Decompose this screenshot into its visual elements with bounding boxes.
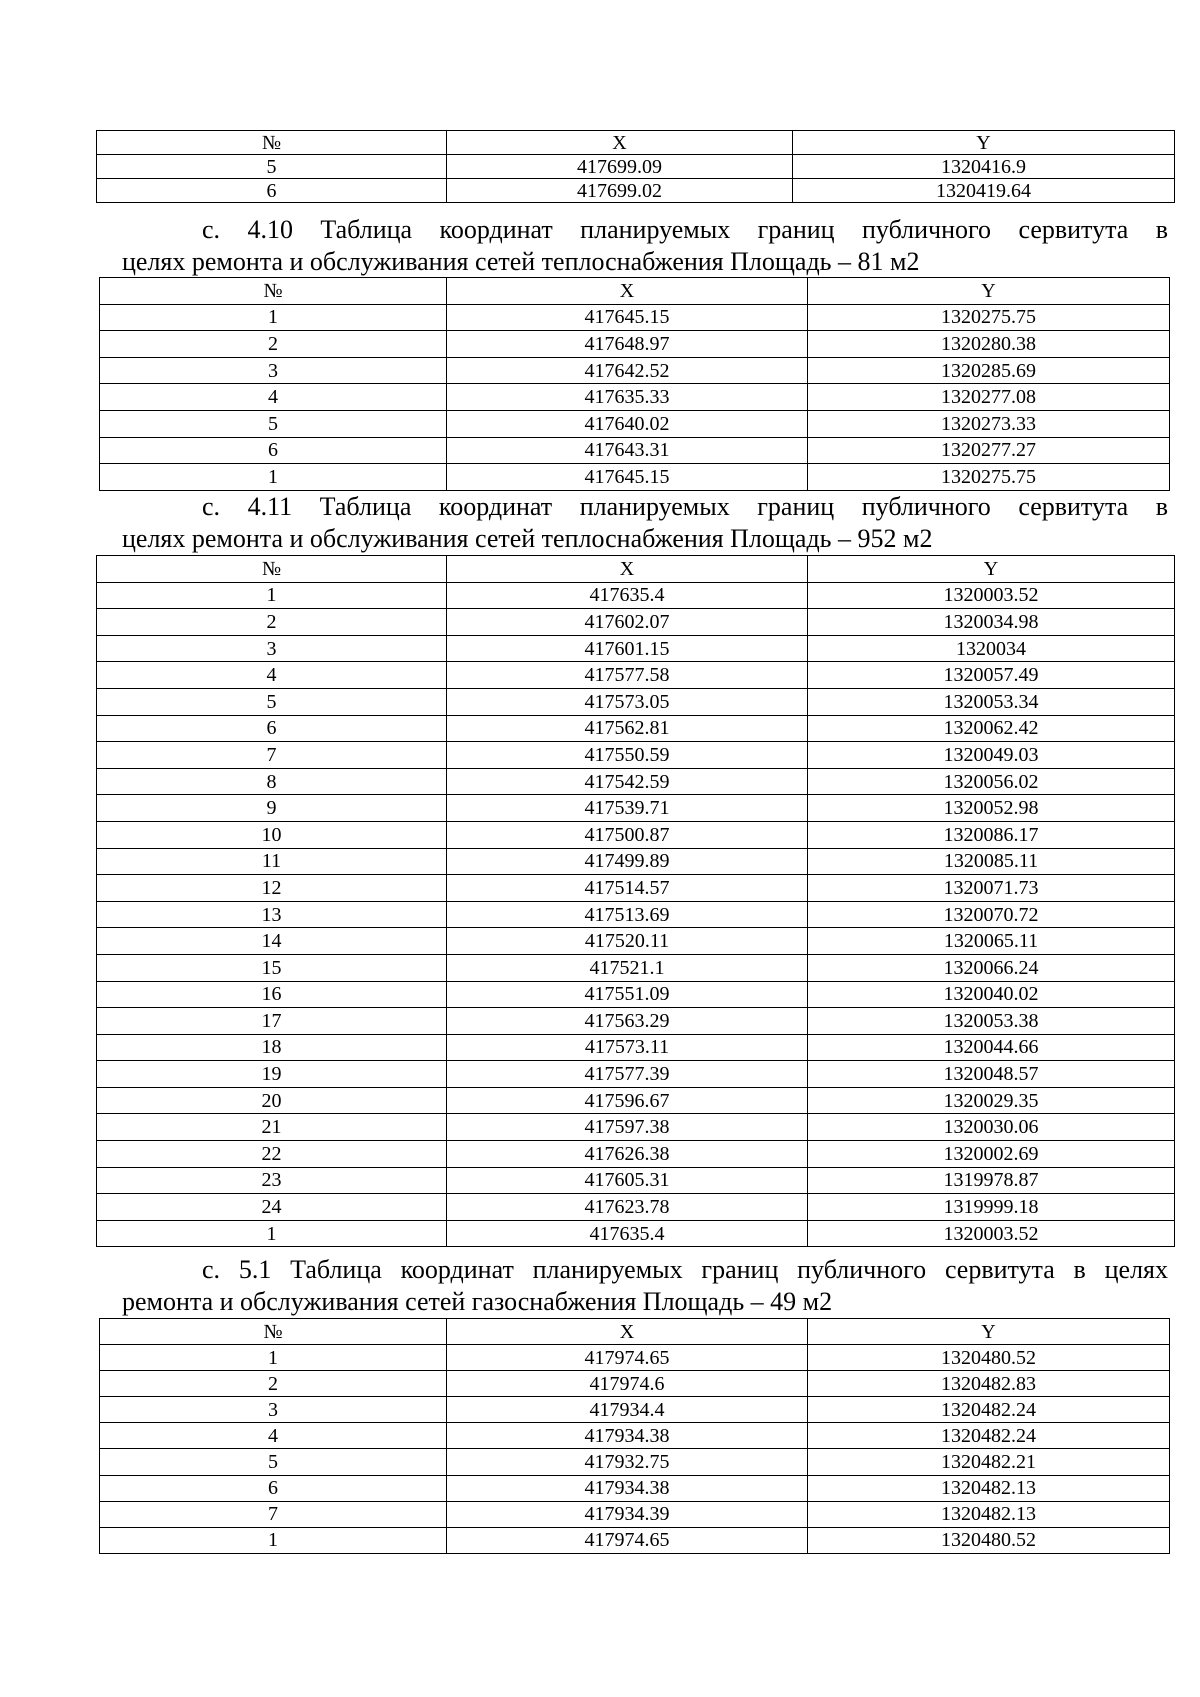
header-x: X bbox=[447, 278, 808, 305]
cell-y-coordinate: 1320065.11 bbox=[808, 928, 1175, 955]
table-row bbox=[97, 1114, 1175, 1141]
cell-y-coordinate: 1320482.13 bbox=[808, 1501, 1170, 1527]
table-row bbox=[97, 875, 1175, 902]
table-row bbox=[97, 1141, 1175, 1168]
cell-y-coordinate: 1320085.11 bbox=[808, 848, 1175, 875]
table-row bbox=[100, 331, 1170, 358]
table-row bbox=[100, 437, 1170, 464]
table-header-row bbox=[100, 1319, 1170, 1345]
cell-x-coordinate: 417577.58 bbox=[447, 662, 808, 689]
cell-x-coordinate: 417645.15 bbox=[447, 304, 808, 331]
cell-point-number: 24 bbox=[97, 1194, 447, 1221]
table-row bbox=[100, 357, 1170, 384]
cell-y-coordinate: 1320482.13 bbox=[808, 1475, 1170, 1501]
cell-x-coordinate: 417974.6 bbox=[447, 1371, 808, 1397]
cell-x-coordinate: 417562.81 bbox=[447, 715, 808, 742]
cell-y-coordinate: 1320049.03 bbox=[808, 742, 1175, 769]
coordinates-table-continued bbox=[96, 130, 1175, 203]
cell-point-number: 17 bbox=[97, 1008, 447, 1035]
table-row bbox=[100, 1475, 1170, 1501]
table-row bbox=[100, 304, 1170, 331]
table-row bbox=[97, 609, 1175, 636]
coordinates-table-4-10 bbox=[99, 277, 1170, 491]
cell-point-number: 16 bbox=[97, 981, 447, 1008]
cell-y-coordinate: 1320071.73 bbox=[808, 875, 1175, 902]
cell-point-number: 5 bbox=[97, 688, 447, 715]
cell-point-number: 1 bbox=[97, 582, 447, 609]
cell-x-coordinate: 417635.4 bbox=[447, 1220, 808, 1247]
caption-line-1: с. 4.11 Таблица координат планируемых границ публичного сервитута в bbox=[202, 492, 1168, 521]
cell-y-coordinate: 1320482.21 bbox=[808, 1449, 1170, 1475]
cell-y-coordinate: 1320277.08 bbox=[808, 384, 1170, 411]
cell-y-coordinate: 1320052.98 bbox=[808, 795, 1175, 822]
cell-y-coordinate: 1320482.24 bbox=[808, 1397, 1170, 1423]
caption-line-2: ремонта и обслуживания сетей газоснабжения Площадь – 49 м2 bbox=[122, 1287, 833, 1316]
cell-x-coordinate: 417513.69 bbox=[447, 901, 808, 928]
cell-point-number: 2 bbox=[97, 609, 447, 636]
cell-y-coordinate: 1320086.17 bbox=[808, 821, 1175, 848]
cell-point-number: 15 bbox=[97, 954, 447, 981]
cell-point-number: 5 bbox=[100, 1449, 447, 1475]
table-row bbox=[97, 715, 1175, 742]
cell-y-coordinate: 1319978.87 bbox=[808, 1167, 1175, 1194]
table-row bbox=[97, 742, 1175, 769]
table-row bbox=[100, 1449, 1170, 1475]
cell-point-number: 13 bbox=[97, 901, 447, 928]
cell-y-coordinate: 1320275.75 bbox=[808, 464, 1170, 491]
table-caption-4-10 bbox=[122, 214, 1168, 278]
cell-point-number: 22 bbox=[97, 1141, 447, 1168]
cell-y-coordinate: 1320030.06 bbox=[808, 1114, 1175, 1141]
table-row bbox=[97, 795, 1175, 822]
table-body bbox=[100, 1319, 1170, 1554]
cell-y-coordinate: 1320057.49 bbox=[808, 662, 1175, 689]
cell-x-coordinate: 417551.09 bbox=[447, 981, 808, 1008]
cell-point-number: 4 bbox=[100, 1423, 447, 1449]
cell-point-number: 19 bbox=[97, 1061, 447, 1088]
cell-y-coordinate: 1320048.57 bbox=[808, 1061, 1175, 1088]
table-row bbox=[97, 821, 1175, 848]
cell-x-coordinate: 417635.4 bbox=[447, 582, 808, 609]
cell-y-coordinate: 1320273.33 bbox=[808, 410, 1170, 437]
header-x: X bbox=[447, 556, 808, 583]
cell-x-coordinate: 417499.89 bbox=[447, 848, 808, 875]
cell-point-number: 8 bbox=[97, 768, 447, 795]
cell-x-coordinate: 417577.39 bbox=[447, 1061, 808, 1088]
table-body bbox=[97, 556, 1175, 1247]
cell-y-coordinate: 1320480.52 bbox=[808, 1345, 1170, 1371]
cell-point-number: 1 bbox=[100, 1527, 447, 1553]
table-row bbox=[100, 1527, 1170, 1553]
table-row bbox=[97, 1061, 1175, 1088]
cell-y-coordinate: 1320056.02 bbox=[808, 768, 1175, 795]
cell-y-coordinate: 1320040.02 bbox=[808, 981, 1175, 1008]
table-row bbox=[97, 954, 1175, 981]
cell-point-number: 6 bbox=[100, 437, 447, 464]
table-row bbox=[97, 1034, 1175, 1061]
cell-point-number: 3 bbox=[100, 357, 447, 384]
table-row bbox=[97, 1194, 1175, 1221]
cell-x-coordinate: 417573.11 bbox=[447, 1034, 808, 1061]
cell-y-coordinate: 1320070.72 bbox=[808, 901, 1175, 928]
caption-line-2: целях ремонта и обслуживания сетей теплоснабжения Площадь – 81 м2 bbox=[122, 247, 920, 276]
cell-point-number: 5 bbox=[97, 155, 447, 179]
cell-y-coordinate: 1320053.38 bbox=[808, 1008, 1175, 1035]
cell-point-number: 7 bbox=[100, 1501, 447, 1527]
cell-y-coordinate: 1320280.38 bbox=[808, 331, 1170, 358]
cell-x-coordinate: 417934.39 bbox=[447, 1501, 808, 1527]
coordinates-table-4-11 bbox=[96, 555, 1175, 1247]
header-x: X bbox=[447, 131, 793, 155]
cell-x-coordinate: 417539.71 bbox=[447, 795, 808, 822]
header-x: X bbox=[447, 1319, 808, 1345]
cell-y-coordinate: 1320002.69 bbox=[808, 1141, 1175, 1168]
header-num: № bbox=[100, 1319, 447, 1345]
cell-y-coordinate: 1320275.75 bbox=[808, 304, 1170, 331]
table-row bbox=[97, 635, 1175, 662]
cell-x-coordinate: 417934.38 bbox=[447, 1475, 808, 1501]
caption-line-2: целях ремонта и обслуживания сетей теплоснабжения Площадь – 952 м2 bbox=[122, 524, 933, 553]
cell-point-number: 3 bbox=[100, 1397, 447, 1423]
table-row bbox=[97, 928, 1175, 955]
cell-x-coordinate: 417521.1 bbox=[447, 954, 808, 981]
cell-point-number: 23 bbox=[97, 1167, 447, 1194]
table-row bbox=[100, 1345, 1170, 1371]
table-header-row bbox=[100, 278, 1170, 305]
cell-y-coordinate: 1320034 bbox=[808, 635, 1175, 662]
cell-x-coordinate: 417626.38 bbox=[447, 1141, 808, 1168]
cell-y-coordinate: 1320482.24 bbox=[808, 1423, 1170, 1449]
cell-point-number: 10 bbox=[97, 821, 447, 848]
cell-point-number: 6 bbox=[97, 179, 447, 203]
header-num: № bbox=[97, 131, 447, 155]
table-row bbox=[100, 464, 1170, 491]
cell-x-coordinate: 417542.59 bbox=[447, 768, 808, 795]
table-row bbox=[97, 688, 1175, 715]
cell-x-coordinate: 417563.29 bbox=[447, 1008, 808, 1035]
table-body bbox=[97, 131, 1175, 203]
table-row bbox=[97, 582, 1175, 609]
cell-y-coordinate: 1320066.24 bbox=[808, 954, 1175, 981]
cell-point-number: 5 bbox=[100, 410, 447, 437]
table-row bbox=[97, 1087, 1175, 1114]
cell-y-coordinate: 1320277.27 bbox=[808, 437, 1170, 464]
cell-x-coordinate: 417648.97 bbox=[447, 331, 808, 358]
cell-y-coordinate: 1319999.18 bbox=[808, 1194, 1175, 1221]
table-row bbox=[97, 1167, 1175, 1194]
cell-x-coordinate: 417932.75 bbox=[447, 1449, 808, 1475]
table-row bbox=[97, 848, 1175, 875]
cell-x-coordinate: 417934.4 bbox=[447, 1397, 808, 1423]
cell-point-number: 2 bbox=[100, 1371, 447, 1397]
cell-point-number: 21 bbox=[97, 1114, 447, 1141]
cell-x-coordinate: 417601.15 bbox=[447, 635, 808, 662]
cell-x-coordinate: 417974.65 bbox=[447, 1345, 808, 1371]
cell-x-coordinate: 417602.07 bbox=[447, 609, 808, 636]
cell-x-coordinate: 417642.52 bbox=[447, 357, 808, 384]
caption-line-1: с. 4.10 Таблица координат планируемых границ публичного сервитута в bbox=[202, 215, 1168, 244]
cell-point-number: 6 bbox=[97, 715, 447, 742]
cell-y-coordinate: 1320062.42 bbox=[808, 715, 1175, 742]
cell-point-number: 7 bbox=[97, 742, 447, 769]
cell-point-number: 11 bbox=[97, 848, 447, 875]
cell-x-coordinate: 417605.31 bbox=[447, 1167, 808, 1194]
table-row bbox=[97, 155, 1175, 179]
header-y: Y bbox=[808, 556, 1175, 583]
cell-x-coordinate: 417597.38 bbox=[447, 1114, 808, 1141]
table-row bbox=[97, 1220, 1175, 1247]
cell-y-coordinate: 1320034.98 bbox=[808, 609, 1175, 636]
cell-x-coordinate: 417974.65 bbox=[447, 1527, 808, 1553]
cell-y-coordinate: 1320285.69 bbox=[808, 357, 1170, 384]
cell-point-number: 1 bbox=[100, 304, 447, 331]
cell-point-number: 14 bbox=[97, 928, 447, 955]
header-y: Y bbox=[808, 1319, 1170, 1345]
cell-point-number: 1 bbox=[100, 464, 447, 491]
cell-y-coordinate: 1320480.52 bbox=[808, 1527, 1170, 1553]
header-y: Y bbox=[793, 131, 1175, 155]
table-row bbox=[100, 1501, 1170, 1527]
table-body bbox=[100, 278, 1170, 491]
table-row bbox=[97, 1008, 1175, 1035]
table-row bbox=[97, 179, 1175, 203]
header-num: № bbox=[97, 556, 447, 583]
table-row bbox=[100, 410, 1170, 437]
cell-y-coordinate: 1320003.52 bbox=[808, 582, 1175, 609]
cell-x-coordinate: 417520.11 bbox=[447, 928, 808, 955]
table-header-row bbox=[97, 556, 1175, 583]
table-row bbox=[97, 981, 1175, 1008]
cell-point-number: 1 bbox=[100, 1345, 447, 1371]
cell-y-coordinate: 1320416.9 bbox=[793, 155, 1175, 179]
cell-x-coordinate: 417514.57 bbox=[447, 875, 808, 902]
cell-x-coordinate: 417640.02 bbox=[447, 410, 808, 437]
cell-x-coordinate: 417643.31 bbox=[447, 437, 808, 464]
cell-point-number: 4 bbox=[100, 384, 447, 411]
cell-x-coordinate: 417934.38 bbox=[447, 1423, 808, 1449]
cell-y-coordinate: 1320044.66 bbox=[808, 1034, 1175, 1061]
cell-point-number: 3 bbox=[97, 635, 447, 662]
cell-point-number: 12 bbox=[97, 875, 447, 902]
header-y: Y bbox=[808, 278, 1170, 305]
cell-point-number: 4 bbox=[97, 662, 447, 689]
cell-x-coordinate: 417699.02 bbox=[447, 179, 793, 203]
cell-point-number: 6 bbox=[100, 1475, 447, 1501]
table-row bbox=[97, 662, 1175, 689]
cell-point-number: 2 bbox=[100, 331, 447, 358]
cell-y-coordinate: 1320482.83 bbox=[808, 1371, 1170, 1397]
cell-x-coordinate: 417645.15 bbox=[447, 464, 808, 491]
table-caption-4-11 bbox=[122, 491, 1168, 555]
cell-x-coordinate: 417573.05 bbox=[447, 688, 808, 715]
table-row bbox=[100, 1371, 1170, 1397]
table-row bbox=[97, 901, 1175, 928]
cell-x-coordinate: 417550.59 bbox=[447, 742, 808, 769]
cell-x-coordinate: 417699.09 bbox=[447, 155, 793, 179]
table-header-row bbox=[97, 131, 1175, 155]
table-row bbox=[100, 1397, 1170, 1423]
cell-x-coordinate: 417635.33 bbox=[447, 384, 808, 411]
cell-y-coordinate: 1320003.52 bbox=[808, 1220, 1175, 1247]
table-row bbox=[100, 384, 1170, 411]
caption-line-1: с. 5.1 Таблица координат планируемых границ публичного сервитута в целях bbox=[202, 1255, 1168, 1284]
cell-point-number: 18 bbox=[97, 1034, 447, 1061]
table-caption-5-1 bbox=[122, 1254, 1168, 1318]
cell-y-coordinate: 1320053.34 bbox=[808, 688, 1175, 715]
cell-x-coordinate: 417596.67 bbox=[447, 1087, 808, 1114]
cell-point-number: 1 bbox=[97, 1220, 447, 1247]
cell-point-number: 9 bbox=[97, 795, 447, 822]
header-num: № bbox=[100, 278, 447, 305]
cell-x-coordinate: 417500.87 bbox=[447, 821, 808, 848]
cell-x-coordinate: 417623.78 bbox=[447, 1194, 808, 1221]
cell-y-coordinate: 1320029.35 bbox=[808, 1087, 1175, 1114]
cell-point-number: 20 bbox=[97, 1087, 447, 1114]
cell-y-coordinate: 1320419.64 bbox=[793, 179, 1175, 203]
coordinates-table-5-1 bbox=[99, 1318, 1170, 1554]
table-row bbox=[100, 1423, 1170, 1449]
table-row bbox=[97, 768, 1175, 795]
